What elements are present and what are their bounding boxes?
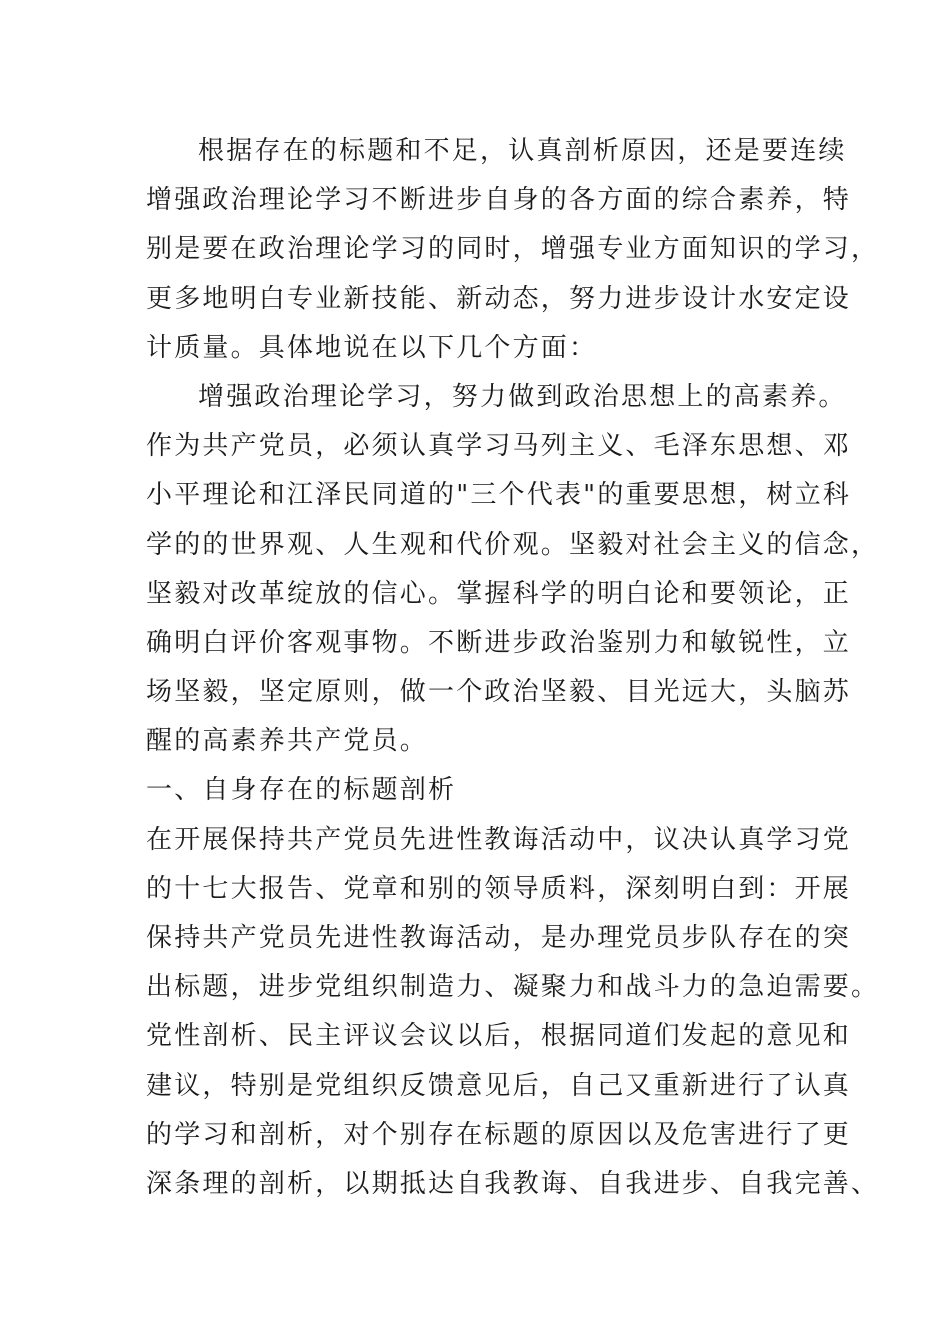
paragraph-line: 深条理的剖析，以期抵达自我教诲、自我进步、自我完善、: [146, 1168, 880, 1199]
paragraph-line: 的学习和剖析，对个别存在标题的原因以及危害进行了更: [146, 1119, 852, 1150]
paragraph-line: 场坚毅，坚定原则，做一个政治坚毅、目光远大，头脑苏: [146, 677, 852, 708]
paragraph-line: 党性剖析、民主评议会议以后，根据同道们发起的意见和: [146, 1021, 852, 1052]
paragraph-line: 增强政治理论学习，努力做到政治思想上的高素养。: [198, 381, 847, 412]
paragraph-line: 更多地明白专业新技能、新动态，努力进步设计水安定设: [146, 283, 852, 314]
paragraph-line: 保持共产党员先进性教诲活动，是办理党员步队存在的突: [146, 923, 852, 953]
paragraph-line: 增强政治理论学习不断进步自身的各方面的综合素养，特: [146, 185, 852, 216]
paragraph-line: 学的的世界观、人生观和代价观。坚毅对社会主义的信念，: [146, 529, 880, 560]
section-heading: 一、自身存在的标题剖析: [146, 775, 457, 806]
paragraph-line: 的十七大报告、党章和别的领导质料，深刻明白到：开展: [146, 873, 852, 904]
paragraph-line: 在开展保持共产党员先进性教诲活动中，议决认真学习党: [146, 824, 852, 855]
paragraph-line: 小平理论和江泽民同道的"三个代表"的重要思想，树立科: [146, 480, 852, 511]
paragraph-line: 计质量。具体地说在以下几个方面：: [146, 332, 598, 363]
paragraph-line: 别是要在政治理论学习的同时，增强专业方面知识的学习，: [146, 234, 880, 265]
paragraph-line: 作为共产党员，必须认真学习马列主义、毛泽东思想、邓: [146, 431, 852, 462]
paragraph-line: 根据存在的标题和不足，认真剖析原因，还是要连续: [198, 136, 847, 166]
paragraph-line: 建议，特别是党组织反馈意见后，自己又重新进行了认真: [146, 1070, 852, 1101]
paragraph-line: 坚毅对改革绽放的信心。掌握科学的明白论和要领论，正: [146, 578, 852, 609]
paragraph-line: 出标题，进步党组织制造力、凝聚力和战斗力的急迫需要。: [146, 972, 880, 1003]
document-body: [146, 127, 880, 1209]
paragraph-line: 醒的高素养共产党员。: [146, 726, 429, 757]
paragraph-line: 确明白评价客观事物。不断进步政治鉴别力和敏锐性，立: [146, 627, 852, 658]
